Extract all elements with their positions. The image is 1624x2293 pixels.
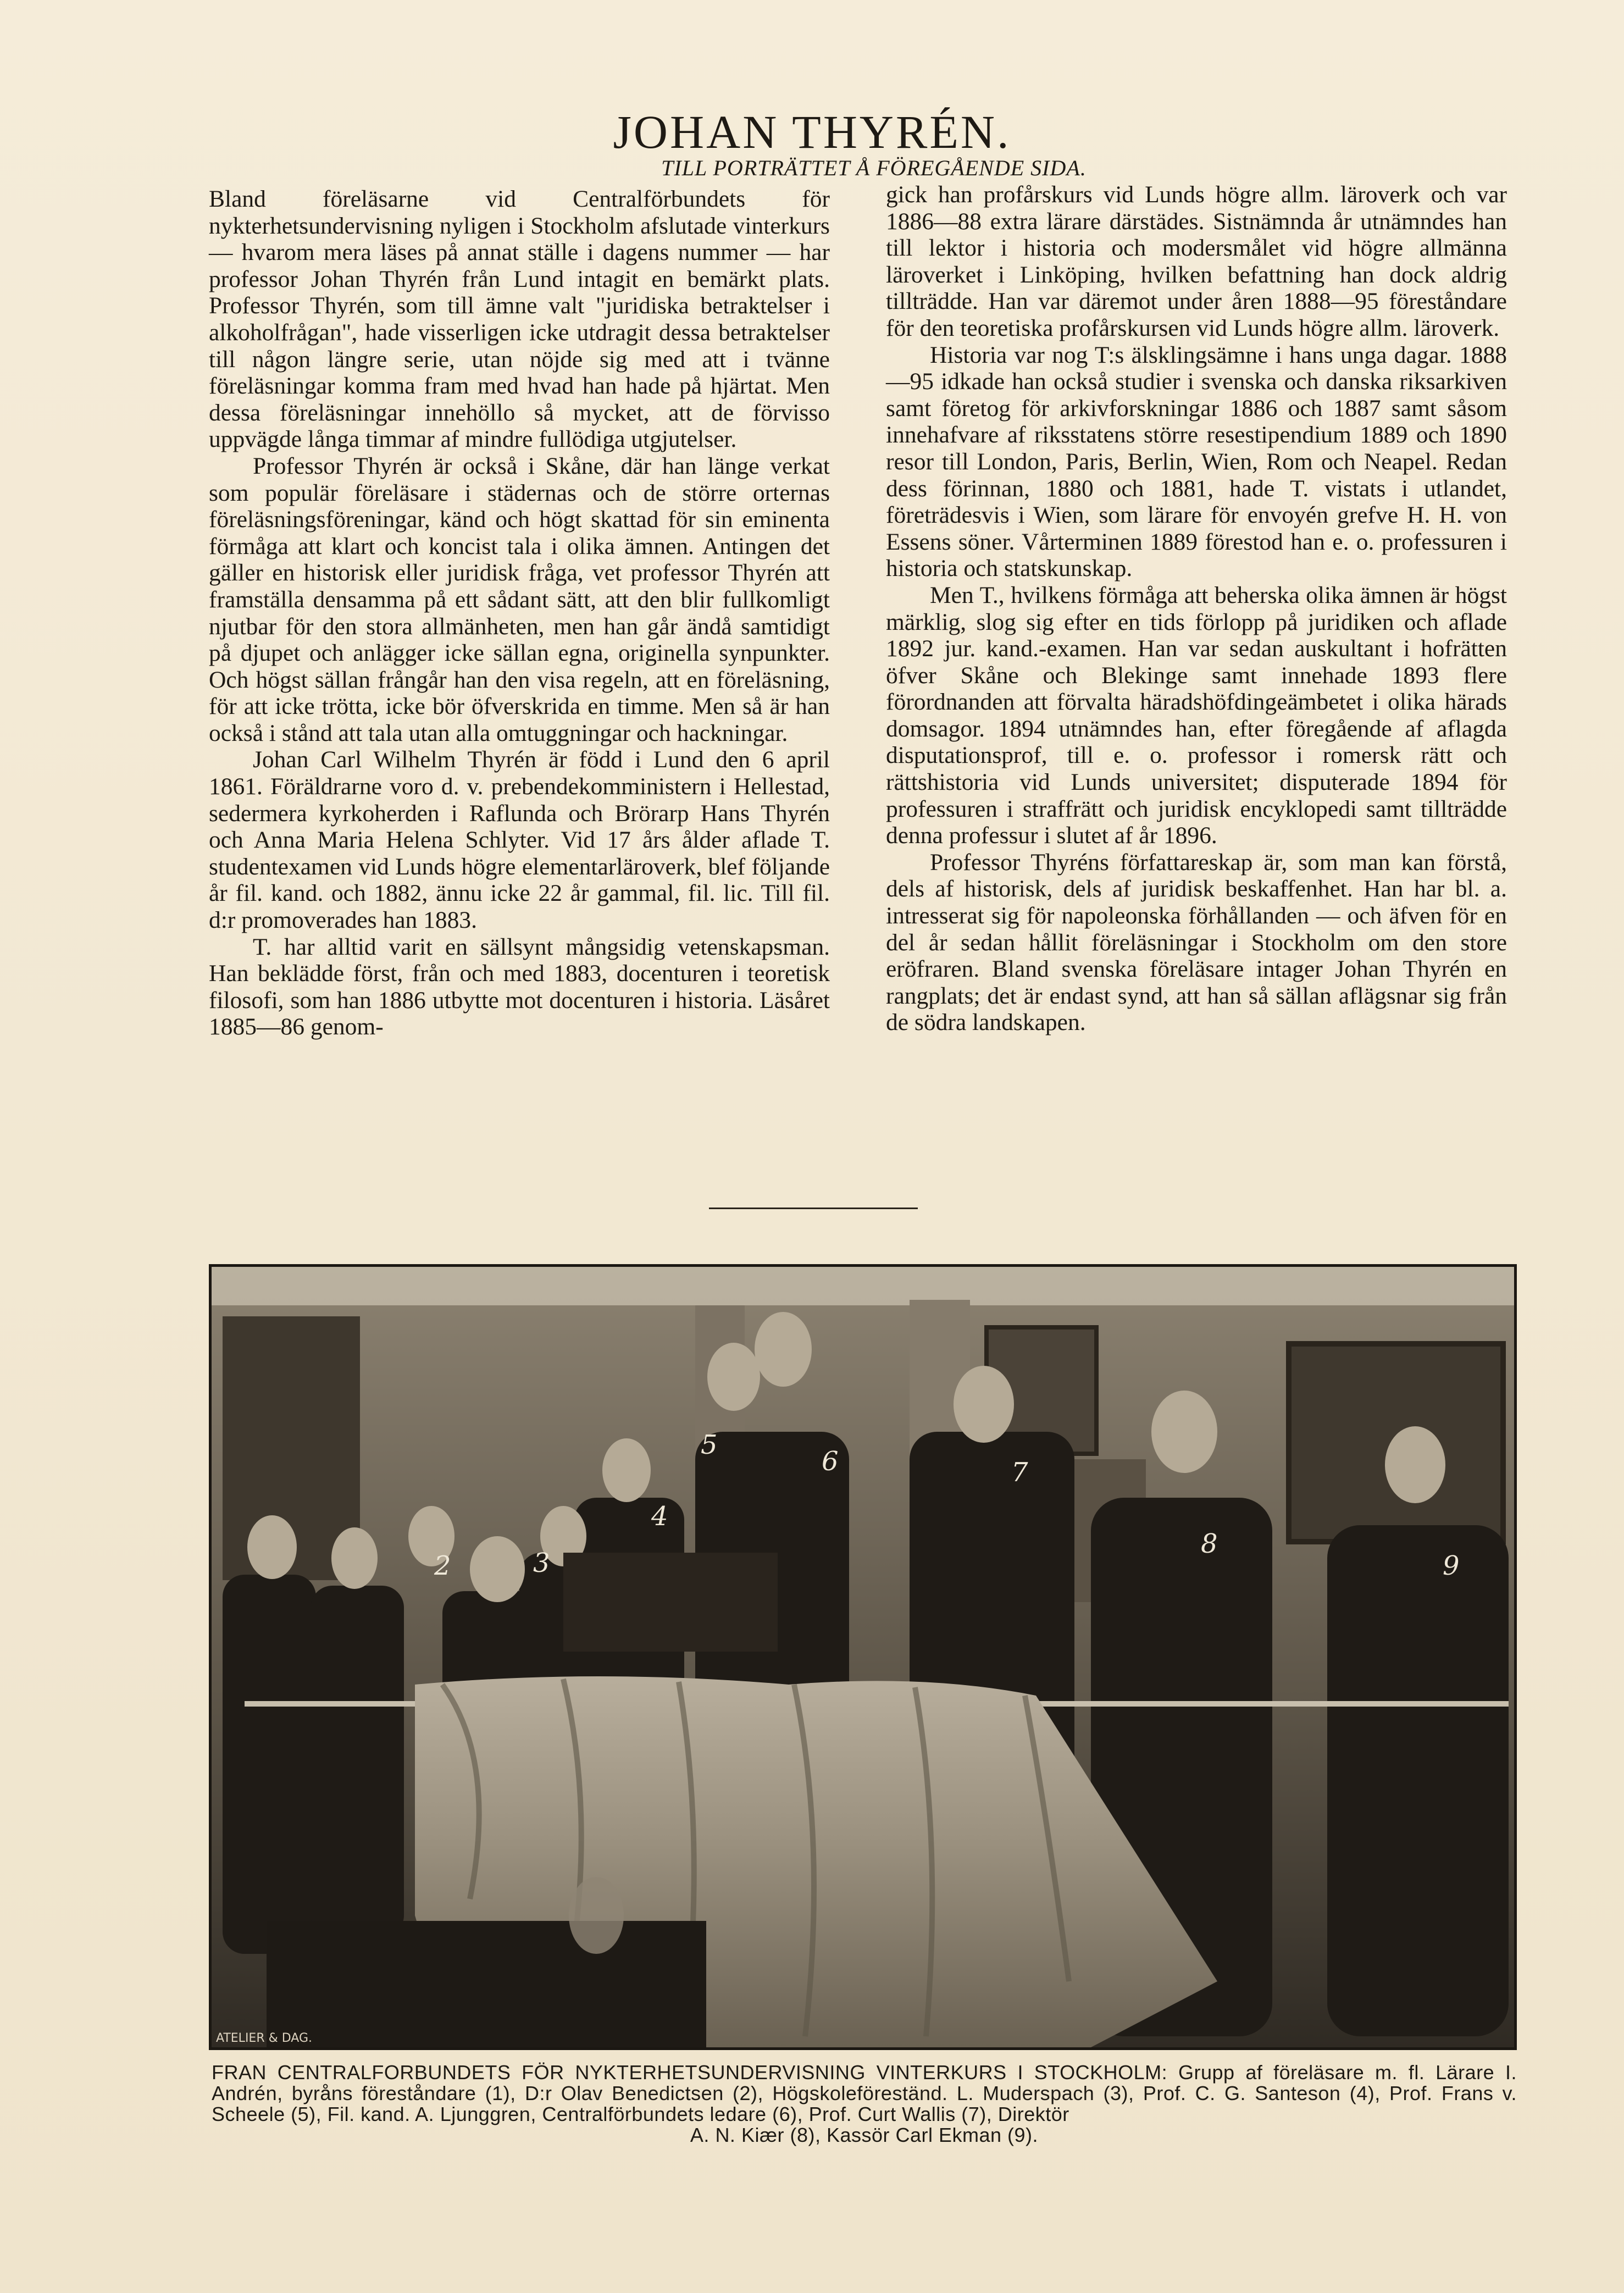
person-mark: 6 xyxy=(822,1446,839,1477)
paragraph: T. har alltid varit en sällsynt mångsidig vetenskapsman. Han beklädde först, från och med 1883, docenturen i teoretisk filosofi, som han 1886 utbytte mot docenturen i historia. Läsåret 1885—86 genom- xyxy=(209,933,830,1040)
left-column xyxy=(209,186,830,1040)
photo-caption xyxy=(212,2062,1517,2146)
paragraph: Professor Thyréns författareskap är, som man kan förstå, dels af historisk, dels af juridisk beskaffenhet. Han har bl. a. intresserat sig för napoleonska förhållanden — och äfven för en del år sedan hållit föreläsningar i Stockholm om den store eröfraren. Bland svenska föreläsare intager Johan Thyrén en rangplats; det är endast synd, att han så sällan aflägsnar sig från de södra landskapen. xyxy=(886,849,1507,1036)
person-mark: 5 xyxy=(701,1430,718,1460)
article-subtitle: TILL PORTRÄTTET Å FÖREGÅENDE SIDA. xyxy=(661,156,1087,180)
person-mark: 9 xyxy=(1443,1550,1460,1581)
photo-illustration xyxy=(212,1267,1514,2047)
section-divider xyxy=(709,1208,918,1209)
paragraph: Professor Thyrén är också i Skåne, där han länge verkat som populär föreläsare i städernas och de större orternas föreläsningsföreningar, känd och högt skattad för sin eminenta förmåga att klart och koncist tala i olika ämnen. Antingen det gäller en historisk eller juridisk fråga, vet professor Thyrén att framställa densamma på ett sådant sätt, att den blir fullkomligt njutbar för den stora allmänheten, men han går ändå samtidigt på djupet och anlägger icke sällan egna, originella synpunkter. Och högst sällan frångår han den visa regeln, att en föreläsning, för att icke trötta, icke bör öfverskrida en timme. Men så är han också i stånd att tala utan alla omtuggningar och hackningar. xyxy=(209,452,830,746)
caption-last-line: A. N. Kiær (8), Kassör Carl Ekman (9). xyxy=(690,2124,1039,2146)
paragraph: Bland föreläsarne vid Centralförbundets för nykterhetsundervisning nyligen i Stockholm afslutade vinterkurs — hvarom mera läses på annat ställe i dagens nummer — har professor Johan Thyrén från Lund intagit en bemärkt plats. Professor Thyrén, som till ämne valt "juridiska betraktelser i alkoholfrågan", hade visserligen icke utdragit dessa betraktelser till någon längre serie, utan nöjde sig med att i tvänne föreläsningar komma fram med hvad han hade på hjärtat. Men dessa föreläsningar innehöllo så mycket, att de förvisso uppvägde långa timmar af mindre fullödiga utgjutelser. xyxy=(209,186,830,453)
group-photograph xyxy=(209,1264,1517,2050)
right-column xyxy=(886,181,1507,1036)
caption-text: FRAN CENTRALFORBUNDETS FÖR NYKTERHETSUNDERVISNING VINTERKURS I STOCKHOLM: Grupp af föreläsare m. fl. Lärare I. Andrén, byråns föreståndare (1), D:r Olav Benedictsen (2), Högskoleföreständ. L. Muderspach (3), Prof. C. G. Santeson (4), Prof. Frans v. Scheele (5), Fil. kand. A. Ljunggren, Centralförbundets ledare (6), Prof. Curt Wallis (7), Direktör xyxy=(212,2061,1517,2125)
paragraph: gick han profårskurs vid Lunds högre allm. läroverk och var 1886—88 extra lärare därstädes. Sistnämnda år utnämndes han till lektor i historia och modersmålet vid högre allmänna läroverket i Linköping, hvilken befattning han dock aldrig tillträdde. Han var däremot under åren 1888—95 föreståndare för den teoretiska profårskursen vid Lunds högre allm. läroverk. xyxy=(886,181,1507,341)
person-mark: 2 xyxy=(434,1550,451,1581)
paragraph: Men T., hvilkens förmåga att beherska olika ämnen är högst märklig, slog sig efter en tids förlopp på juridiken och aflade 1892 jur. kand.-examen. Han var sedan auskultant i hofrätten öfver Skåne och Blekinge samt innehade 1893 flere förordnanden att förvalta häradshöfdingeämbetet i olika härads domsagor. 1894 utnämndes han, efter föregående af aflagda disputationsprof, till e. o. professor i romersk rätt och rättshistoria vid Lunds universitet; disputerade 1894 för professuren i straffrätt och juridisk encyklopedi samt tillträdde denna professur i slutet af år 1896. xyxy=(886,581,1507,849)
person-mark: 7 xyxy=(1011,1457,1028,1488)
paragraph: Johan Carl Wilhelm Thyrén är född i Lund den 6 april 1861. Föräldrarne voro d. v. prebendekomministern i Hellestad, sedermera kyrkoherden i Raflunda och Brörarp Hans Thyrén och Anna Maria Helena Schlyter. Vid 17 års ålder aflade T. studentexamen vid Lunds högre elementarläroverk, blef följande år fil. kand. och 1882, ännu icke 22 år gammal, fil. lic. Till fil. d:r promoverades han 1883. xyxy=(209,746,830,934)
person-mark: 3 xyxy=(533,1548,550,1578)
person-mark: 4 xyxy=(651,1501,668,1532)
photo-credit: ATELIER & DAG. xyxy=(216,2031,313,2045)
paragraph: Historia var nog T:s älsklingsämne i hans unga dagar. 1888—95 idkade han också studier i svenska och danska riksarkiven samt företog för arkivforskningar 1886 och 1887 samt såsom innehafvare af riksstatens större resestipendium 1889 och 1890 resor till London, Paris, Berlin, Wien, Rom och Neapel. Redan dess förinnan, 1880 och 1881, hade T. vistats i utlandet, företrädesvis i Wien, som lärare för envoyén grefve H. H. von Essens söner. Vårterminen 1889 förestod han e. o. professuren i historia och statskunskap. xyxy=(886,341,1507,582)
person-mark: 8 xyxy=(1201,1528,1218,1559)
article-title: JOHAN THYRÉN. xyxy=(613,106,1011,158)
